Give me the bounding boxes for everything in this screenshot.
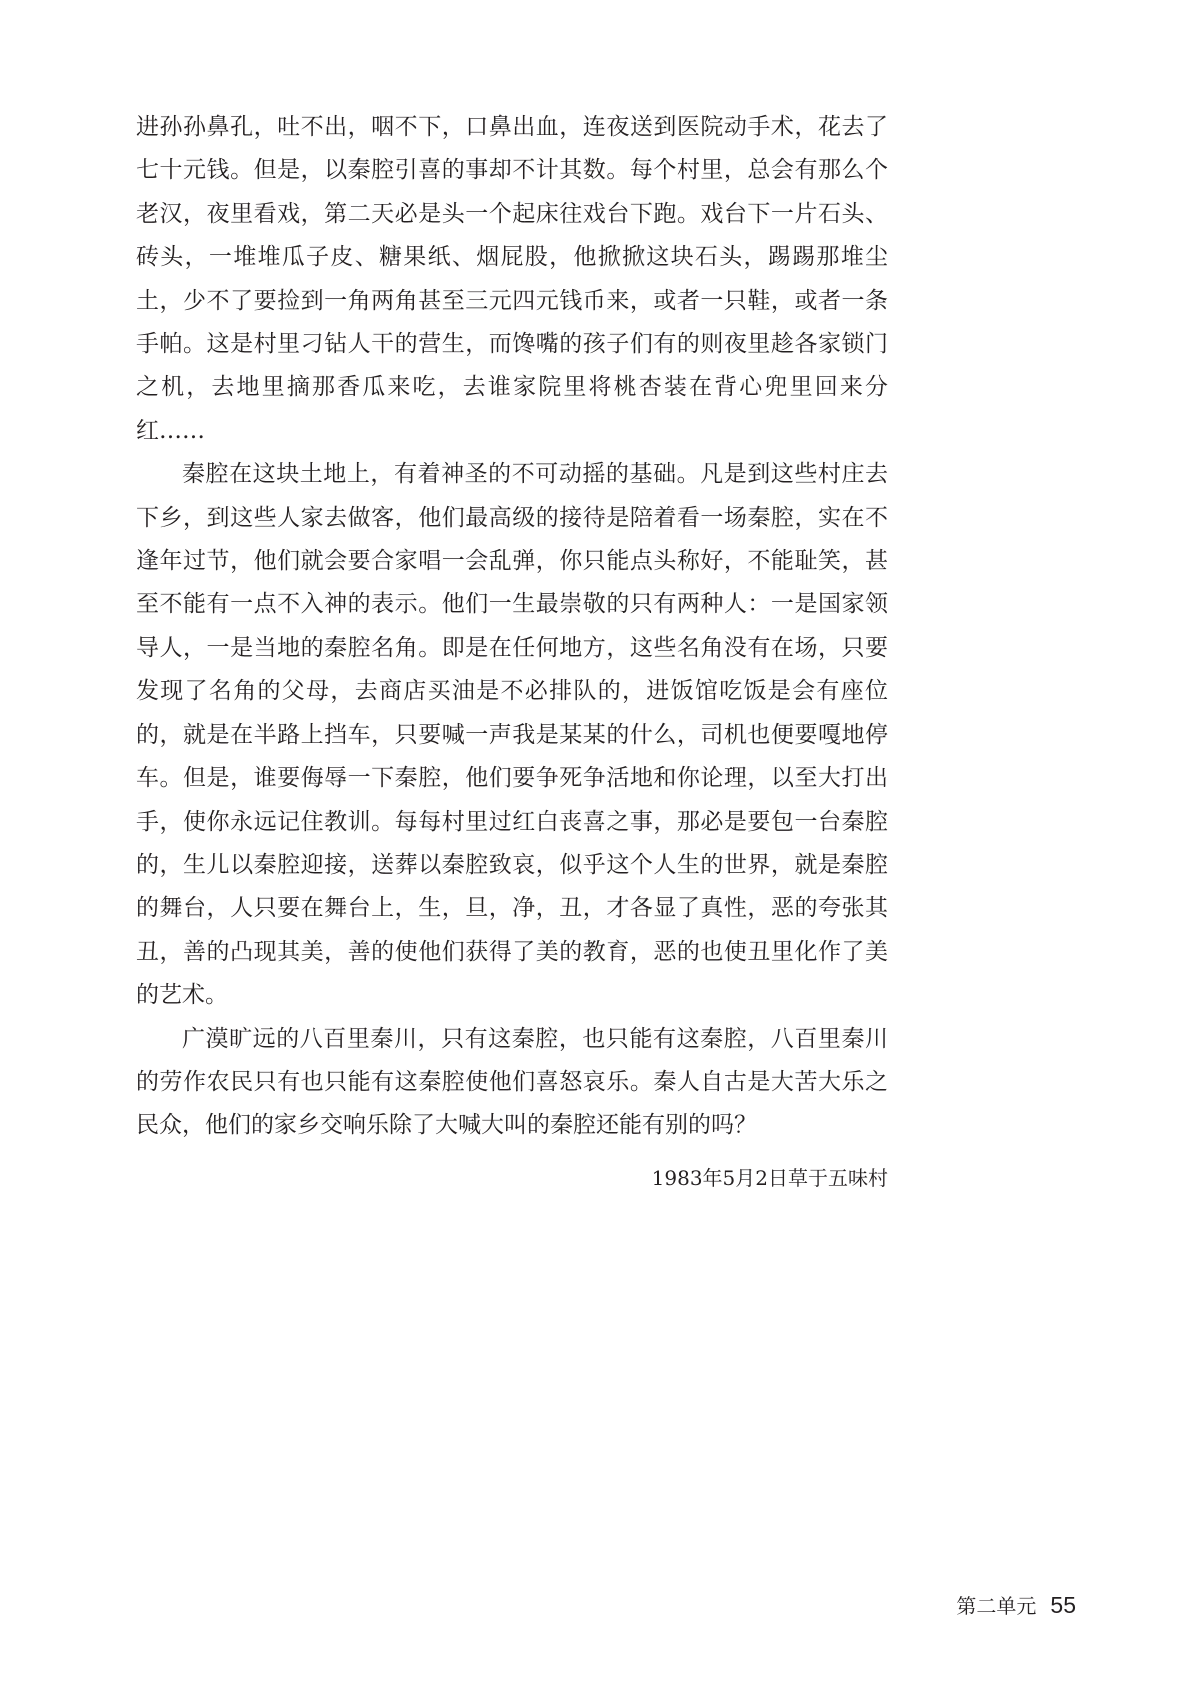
- page-footer: [956, 1590, 1076, 1619]
- dateline: 1983年5月2日草于五味村: [651, 1166, 888, 1190]
- paragraph-qinqiang-foundation: 秦腔在这块土地上，有着神圣的不可动摇的基础。凡是到这些村庄去下乡，到这些人家去做客，他们最高级的接待是陪着看一场秦腔，实在不逢年过节，他们就会要合家唱一会乱弹，你只能点头称好，不能耻笑，甚至不能有一点不入神的表示。他们一生最崇敬的只有两种人：一是国家领导人，一是当地的秦腔名角。即是在任何地方，这些名角没有在场，只要发现了名角的父母，去商店买油是不必排队的，进饭馆吃饭是会有座位的，就是在半路上挡车，只要喊一声我是某某的什么，司机也便要嘎地停车。但是，谁要侮辱一下秦腔，他们要争死争活地和你论理，以至大打出手，使你永远记住教训。每每村里过红白丧喜之事，那必是要包一台秦腔的，生儿以秦腔迎接，送葬以秦腔致哀，似乎这个人生的世界，就是秦腔的舞台，人只要在舞台上，生，旦，净，丑，才各显了真性，恶的夸张其丑，善的凸现其美，善的使他们获得了美的教育，恶的也使丑里化作了美的艺术。: [136, 461, 888, 1009]
- essay-body: [136, 106, 888, 1148]
- paragraph-qinchuan: 广漠旷远的八百里秦川，只有这秦腔，也只能有这秦腔，八百里秦川的劳作农民只有也只能有这秦腔使他们喜怒哀乐。秦人自古是大苦大乐之民众，他们的家乡交响乐除了大喊大叫的秦腔还能有别的吗？: [136, 1025, 888, 1139]
- page-number: 55: [1050, 1592, 1076, 1618]
- paragraph-continued: 进孙孙鼻孔，吐不出，咽不下，口鼻出血，连夜送到医院动手术，花去了七十元钱。但是，以秦腔引喜的事却不计其数。每个村里，总会有那么个老汉，夜里看戏，第二天必是头一个起床往戏台下跑。戏台下一片石头、砖头，一堆堆瓜子皮、糖果纸、烟屁股，他掀掀这块石头，踢踢那堆尘土，少不了要捡到一角两角甚至三元四元钱币来，或者一只鞋，或者一条手帕。这是村里刁钻人干的营生，而馋嘴的孩子们有的则夜里趁各家锁门之机，去地里摘那香瓜来吃，去谁家院里将桃杏装在背心兜里回来分红……: [136, 114, 888, 444]
- unit-label: 第二单元: [956, 1594, 1037, 1618]
